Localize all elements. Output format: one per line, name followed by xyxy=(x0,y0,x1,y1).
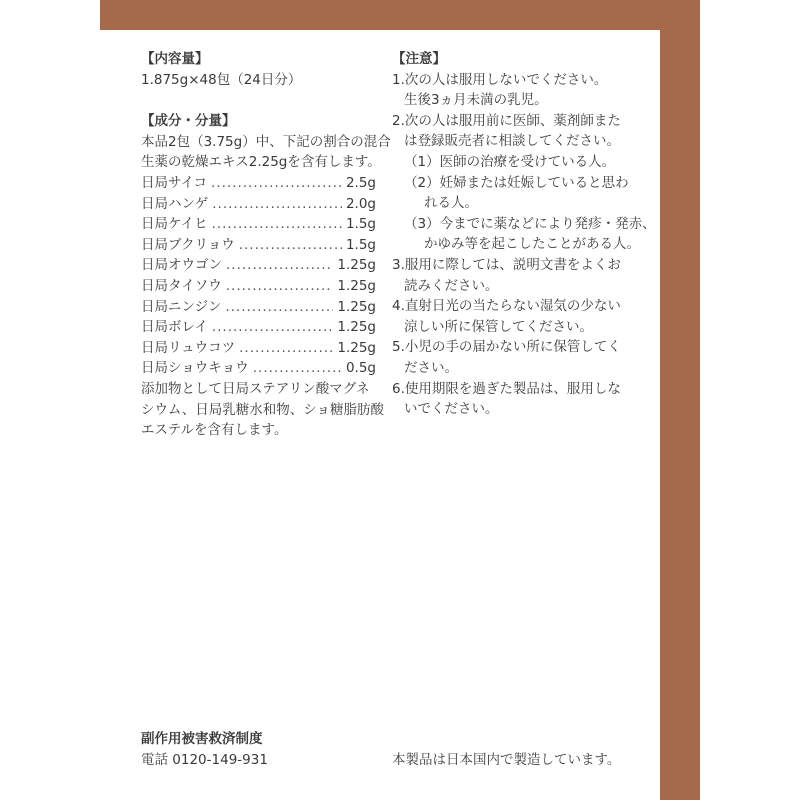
caution-subitem xyxy=(392,152,654,173)
ingredient-name: 日局ブクリョウ xyxy=(141,236,235,253)
ingredient-name: 日局ボレイ xyxy=(141,319,208,336)
leader-dots xyxy=(212,214,342,235)
ingredient-name: 日局ショウキョウ xyxy=(141,360,249,377)
caution-line: 読みください。 xyxy=(404,277,499,294)
ingredient-amount: 1.25g xyxy=(337,298,376,315)
ingredient-row xyxy=(141,235,376,256)
ingredient-name: 日局タイソウ xyxy=(141,277,222,294)
footer-relief xyxy=(141,729,268,770)
additives-line: シウム、日局乳糖水和物、ショ糖脂肪酸 xyxy=(141,401,384,418)
ingredient-row xyxy=(141,255,376,276)
caution-line: 生後3ヵ月未満の乳児。 xyxy=(404,92,548,109)
ingredient-row xyxy=(141,214,376,235)
ingredient-name: 日局ケイヒ xyxy=(141,216,208,233)
caution-item xyxy=(392,111,654,152)
ingredient-amount: 1.25g xyxy=(337,257,376,274)
caution-item xyxy=(392,379,654,420)
ingredient-name: 日局サイコ xyxy=(141,174,208,191)
caution-item xyxy=(392,70,654,111)
caution-line: かゆみ等を起こしたことがある人。 xyxy=(424,236,640,253)
caution-item xyxy=(392,296,654,337)
ingredient-name: 日局リュウコツ xyxy=(141,339,236,356)
caution-line: 1.次の人は服用しないでください。 xyxy=(392,71,608,88)
caution-line: れる人。 xyxy=(424,195,478,212)
ingredient-amount: 2.5g xyxy=(345,174,376,191)
spacer xyxy=(141,90,376,111)
caution-line: ださい。 xyxy=(404,359,458,376)
ingredient-row xyxy=(141,317,376,338)
composition-heading: 【成分・分量】 xyxy=(141,113,236,130)
left-column xyxy=(141,49,391,441)
caution-item xyxy=(392,255,654,296)
relief-heading: 副作用被害救済制度 xyxy=(141,731,263,747)
content-value: 1.875g×48包（24日分） xyxy=(141,71,302,88)
additives-line: エステルを含有します。 xyxy=(141,422,288,439)
frame-right-bar xyxy=(660,0,700,800)
leader-dots xyxy=(226,276,334,297)
ingredient-row xyxy=(141,358,376,379)
caution-line: （2）妊婦または妊娠していると思わ xyxy=(404,174,629,191)
leader-dots xyxy=(226,255,333,276)
caution-item xyxy=(392,337,654,378)
made-in-japan-text: 本製品は日本国内で製造しています。 xyxy=(392,752,621,768)
ingredient-amount: 1.5g xyxy=(345,236,376,253)
ingredient-row xyxy=(141,338,376,359)
right-column xyxy=(392,49,654,420)
caution-list xyxy=(392,70,654,420)
leader-dots xyxy=(239,235,342,256)
leader-dots xyxy=(212,194,342,215)
ingredient-amount: 1.25g xyxy=(337,339,376,356)
caution-heading: 【注意】 xyxy=(392,51,446,67)
ingredient-list xyxy=(141,173,376,379)
leader-dots xyxy=(212,317,334,338)
content-heading: 【内容量】 xyxy=(141,51,209,67)
composition-intro-line: 生薬の乾燥エキス2.25gを含有します。 xyxy=(141,154,381,171)
caution-line: いでください。 xyxy=(404,401,499,418)
ingredient-row xyxy=(141,194,376,215)
ingredient-name: 日局ハンゲ xyxy=(141,195,209,212)
ingredient-amount: 1.5g xyxy=(345,216,376,233)
phone-number: 電話 0120-149-931 xyxy=(141,751,268,768)
leader-dots xyxy=(225,297,333,318)
caution-line: は登録販売者に相談してください。 xyxy=(404,133,620,150)
ingredient-amount: 2.0g xyxy=(345,195,376,212)
ingredient-row xyxy=(141,173,376,194)
leader-dots xyxy=(211,173,342,194)
caution-line: 4.直射日光の当たらない湿気の少ない xyxy=(392,298,621,315)
frame-outer-margin xyxy=(700,0,800,800)
caution-line: 涼しい所に保管してください。 xyxy=(404,318,593,335)
caution-subitem xyxy=(392,214,654,255)
frame-corner xyxy=(660,0,700,30)
ingredient-row xyxy=(141,276,376,297)
caution-line: 6.使用期限を過ぎた製品は、服用しな xyxy=(392,380,621,397)
ingredient-name: 日局オウゴン xyxy=(141,257,222,274)
leader-dots xyxy=(253,358,342,379)
footer-made-in xyxy=(392,750,620,771)
ingredient-amount: 1.25g xyxy=(337,277,376,294)
ingredient-amount: 1.25g xyxy=(337,319,376,336)
caution-line: 2.次の人は服用前に医師、薬剤師また xyxy=(392,112,621,129)
caution-line: （1）医師の治療を受けている人。 xyxy=(404,153,616,170)
caution-subitem xyxy=(392,173,654,214)
composition-intro-line: 本品2包（3.75g）中、下記の割合の混合 xyxy=(141,133,391,150)
ingredient-amount: 0.5g xyxy=(345,360,376,377)
caution-line: （3）今までに薬などにより発疹・発赤、 xyxy=(404,215,656,232)
caution-line: 5.小児の手の届かない所に保管してく xyxy=(392,339,621,356)
caution-line: 3.服用に際しては、説明文書をよくお xyxy=(392,256,621,273)
additives-line: 添加物として日局ステアリン酸マグネ xyxy=(141,380,370,397)
ingredient-name: 日局ニンジン xyxy=(141,298,222,315)
leader-dots xyxy=(239,338,333,359)
ingredient-row xyxy=(141,297,376,318)
